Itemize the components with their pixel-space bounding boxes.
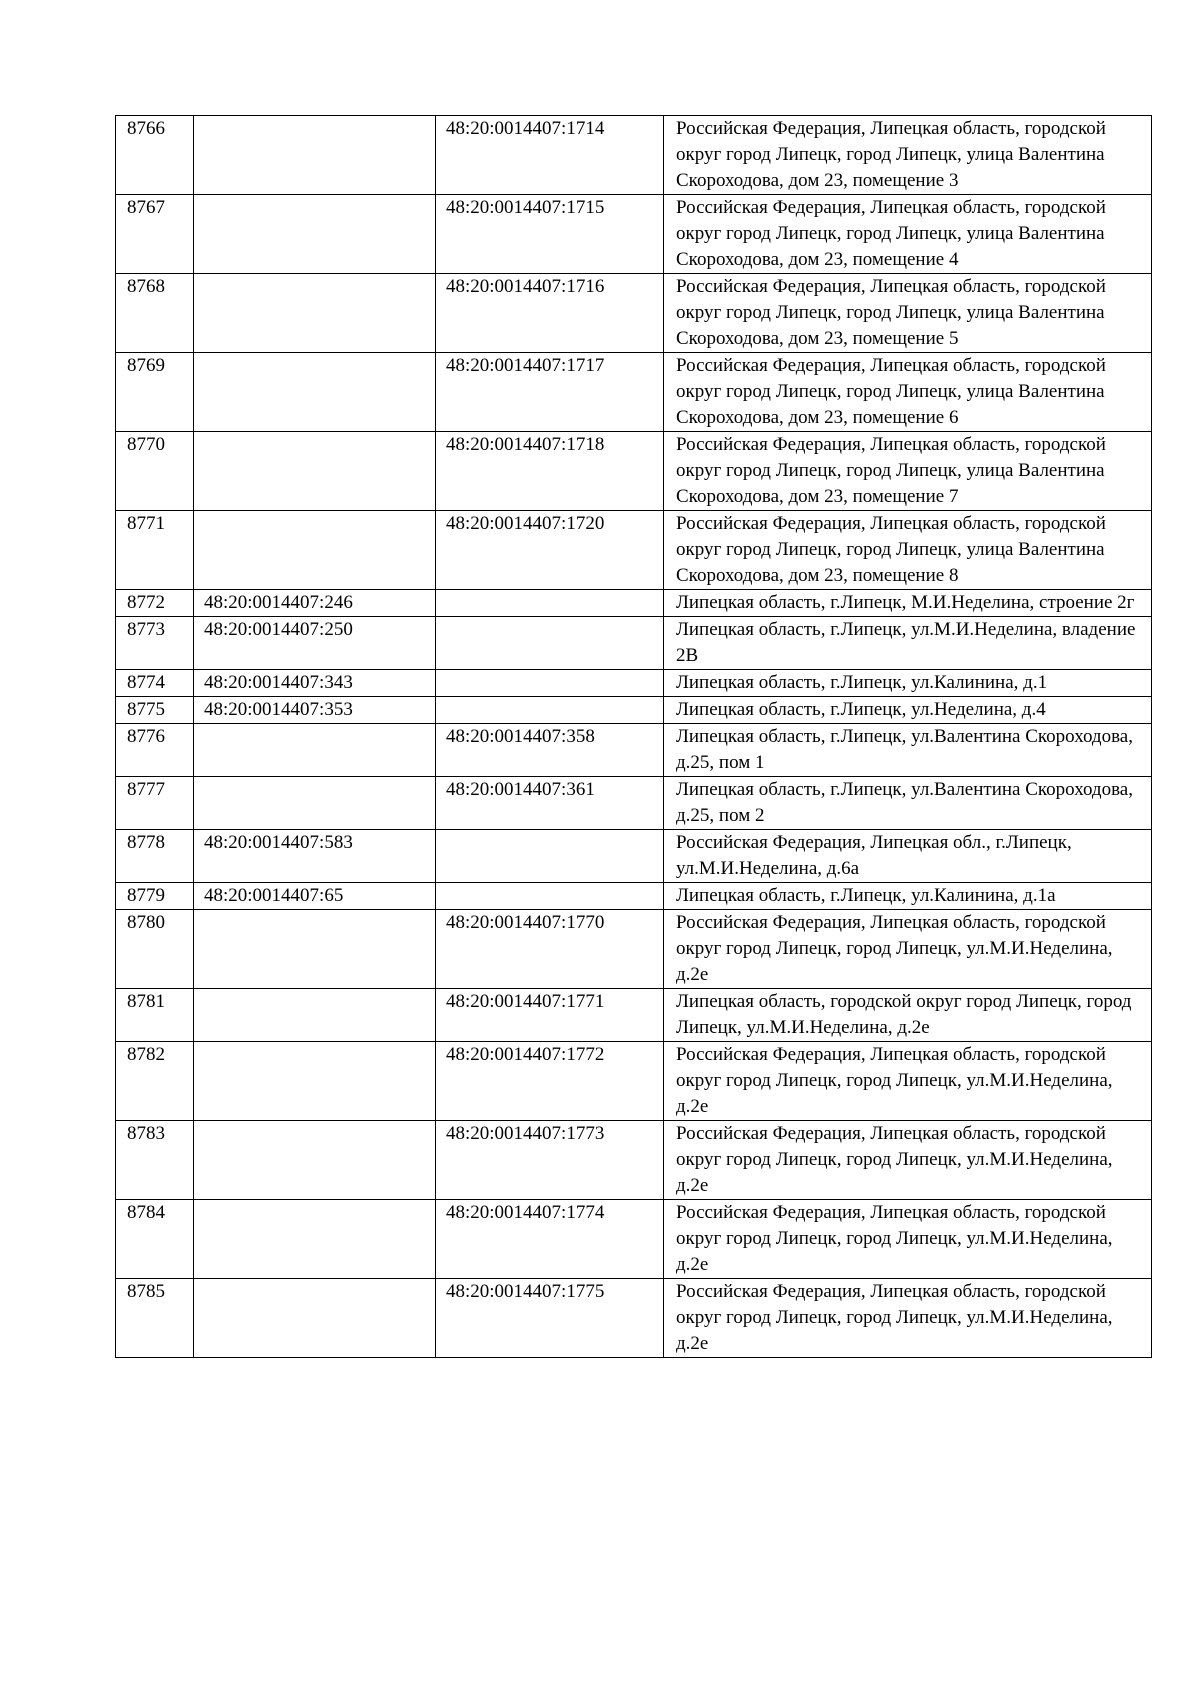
- table-row: [116, 883, 1152, 910]
- land-cadastral-number: [194, 910, 436, 989]
- address-cell: Российская Федерация, Липецкая область, городской округ город Липецк, город Липецк, улица Валентина Скороходова, дом 23, помещение 8: [664, 511, 1152, 590]
- address-cell: Российская Федерация, Липецкая область, городской округ город Липецк, город Липецк, ул.М.И.Неделина, д.2е: [664, 910, 1152, 989]
- address-cell: Российская Федерация, Липецкая область, городской округ город Липецк, город Липецк, ул.М.И.Неделина, д.2е: [664, 1200, 1152, 1279]
- building-cadastral-number: 48:20:0014407:1772: [436, 1042, 664, 1121]
- land-cadastral-number: 48:20:0014407:353: [194, 697, 436, 724]
- building-cadastral-number: [436, 697, 664, 724]
- table-row: [116, 1279, 1152, 1358]
- table-row: [116, 1042, 1152, 1121]
- table-row: [116, 590, 1152, 617]
- building-cadastral-number: [436, 590, 664, 617]
- address-cell: Липецкая область, городской округ город Липецк, город Липецк, ул.М.И.Неделина, д.2е: [664, 989, 1152, 1042]
- land-cadastral-number: [194, 432, 436, 511]
- address-cell: Липецкая область, г.Липецк, ул.М.И.Неделина, владение 2В: [664, 617, 1152, 670]
- row-number: 8767: [116, 195, 194, 274]
- address-cell: Российская Федерация, Липецкая область, городской округ город Липецк, город Липецк, улица Валентина Скороходова, дом 23, помещение 7: [664, 432, 1152, 511]
- building-cadastral-number: 48:20:0014407:1717: [436, 353, 664, 432]
- table-row: [116, 910, 1152, 989]
- row-number: 8782: [116, 1042, 194, 1121]
- row-number: 8776: [116, 724, 194, 777]
- row-number: 8774: [116, 670, 194, 697]
- building-cadastral-number: 48:20:0014407:1770: [436, 910, 664, 989]
- table-row: [116, 353, 1152, 432]
- land-cadastral-number: 48:20:0014407:250: [194, 617, 436, 670]
- row-number: 8775: [116, 697, 194, 724]
- land-cadastral-number: [194, 1121, 436, 1200]
- registry-table: [115, 115, 1152, 1358]
- table-row: [116, 724, 1152, 777]
- building-cadastral-number: [436, 883, 664, 910]
- land-cadastral-number: [194, 1279, 436, 1358]
- land-cadastral-number: [194, 777, 436, 830]
- building-cadastral-number: 48:20:0014407:361: [436, 777, 664, 830]
- building-cadastral-number: 48:20:0014407:1774: [436, 1200, 664, 1279]
- land-cadastral-number: [194, 274, 436, 353]
- table-row: [116, 1200, 1152, 1279]
- land-cadastral-number: 48:20:0014407:583: [194, 830, 436, 883]
- land-cadastral-number: 48:20:0014407:343: [194, 670, 436, 697]
- row-number: 8777: [116, 777, 194, 830]
- building-cadastral-number: 48:20:0014407:1715: [436, 195, 664, 274]
- building-cadastral-number: 48:20:0014407:1773: [436, 1121, 664, 1200]
- row-number: 8772: [116, 590, 194, 617]
- table-row: [116, 830, 1152, 883]
- row-number: 8785: [116, 1279, 194, 1358]
- address-cell: Российская Федерация, Липецкая область, городской округ город Липецк, город Липецк, ул.М.И.Неделина, д.2е: [664, 1121, 1152, 1200]
- row-number: 8780: [116, 910, 194, 989]
- address-cell: Российская Федерация, Липецкая область, городской округ город Липецк, город Липецк, ул.М.И.Неделина, д.2е: [664, 1279, 1152, 1358]
- table-row: [116, 989, 1152, 1042]
- address-cell: Российская Федерация, Липецкая область, городской округ город Липецк, город Липецк, улица Валентина Скороходова, дом 23, помещение 6: [664, 353, 1152, 432]
- address-cell: Липецкая область, г.Липецк, ул.Валентина Скороходова, д.25, пом 2: [664, 777, 1152, 830]
- table-row: [116, 777, 1152, 830]
- address-cell: Российская Федерация, Липецкая область, городской округ город Липецк, город Липецк, улица Валентина Скороходова, дом 23, помещение 5: [664, 274, 1152, 353]
- row-number: 8784: [116, 1200, 194, 1279]
- building-cadastral-number: 48:20:0014407:1720: [436, 511, 664, 590]
- table-row: [116, 116, 1152, 195]
- row-number: 8769: [116, 353, 194, 432]
- table-row: [116, 511, 1152, 590]
- row-number: 8783: [116, 1121, 194, 1200]
- table-row: [116, 697, 1152, 724]
- row-number: 8773: [116, 617, 194, 670]
- table-row: [116, 1121, 1152, 1200]
- land-cadastral-number: 48:20:0014407:246: [194, 590, 436, 617]
- building-cadastral-number: 48:20:0014407:1775: [436, 1279, 664, 1358]
- land-cadastral-number: [194, 1042, 436, 1121]
- row-number: 8766: [116, 116, 194, 195]
- address-cell: Липецкая область, г.Липецк, ул.Валентина Скороходова, д.25, пом 1: [664, 724, 1152, 777]
- table-row: [116, 432, 1152, 511]
- building-cadastral-number: 48:20:0014407:1716: [436, 274, 664, 353]
- row-number: 8778: [116, 830, 194, 883]
- land-cadastral-number: [194, 1200, 436, 1279]
- table-row: [116, 617, 1152, 670]
- building-cadastral-number: 48:20:0014407:358: [436, 724, 664, 777]
- address-cell: Российская Федерация, Липецкая обл., г.Липецк, ул.М.И.Неделина, д.6а: [664, 830, 1152, 883]
- land-cadastral-number: [194, 989, 436, 1042]
- address-cell: Российская Федерация, Липецкая область, городской округ город Липецк, город Липецк, улица Валентина Скороходова, дом 23, помещение 4: [664, 195, 1152, 274]
- address-cell: Российская Федерация, Липецкая область, городской округ город Липецк, город Липецк, ул.М.И.Неделина, д.2е: [664, 1042, 1152, 1121]
- address-cell: Российская Федерация, Липецкая область, городской округ город Липецк, город Липецк, улица Валентина Скороходова, дом 23, помещение 3: [664, 116, 1152, 195]
- address-cell: Липецкая область, г.Липецк, ул.Калинина, д.1а: [664, 883, 1152, 910]
- land-cadastral-number: 48:20:0014407:65: [194, 883, 436, 910]
- land-cadastral-number: [194, 116, 436, 195]
- row-number: 8781: [116, 989, 194, 1042]
- building-cadastral-number: [436, 830, 664, 883]
- address-cell: Липецкая область, г.Липецк, ул.Неделина, д.4: [664, 697, 1152, 724]
- building-cadastral-number: 48:20:0014407:1714: [436, 116, 664, 195]
- table-body: [116, 116, 1152, 1358]
- table-row: [116, 274, 1152, 353]
- land-cadastral-number: [194, 724, 436, 777]
- address-cell: Липецкая область, г.Липецк, М.И.Неделина, строение 2г: [664, 590, 1152, 617]
- land-cadastral-number: [194, 511, 436, 590]
- land-cadastral-number: [194, 195, 436, 274]
- row-number: 8770: [116, 432, 194, 511]
- address-cell: Липецкая область, г.Липецк, ул.Калинина, д.1: [664, 670, 1152, 697]
- building-cadastral-number: [436, 617, 664, 670]
- building-cadastral-number: [436, 670, 664, 697]
- row-number: 8768: [116, 274, 194, 353]
- table-row: [116, 195, 1152, 274]
- row-number: 8779: [116, 883, 194, 910]
- land-cadastral-number: [194, 353, 436, 432]
- building-cadastral-number: 48:20:0014407:1718: [436, 432, 664, 511]
- row-number: 8771: [116, 511, 194, 590]
- building-cadastral-number: 48:20:0014407:1771: [436, 989, 664, 1042]
- table-row: [116, 670, 1152, 697]
